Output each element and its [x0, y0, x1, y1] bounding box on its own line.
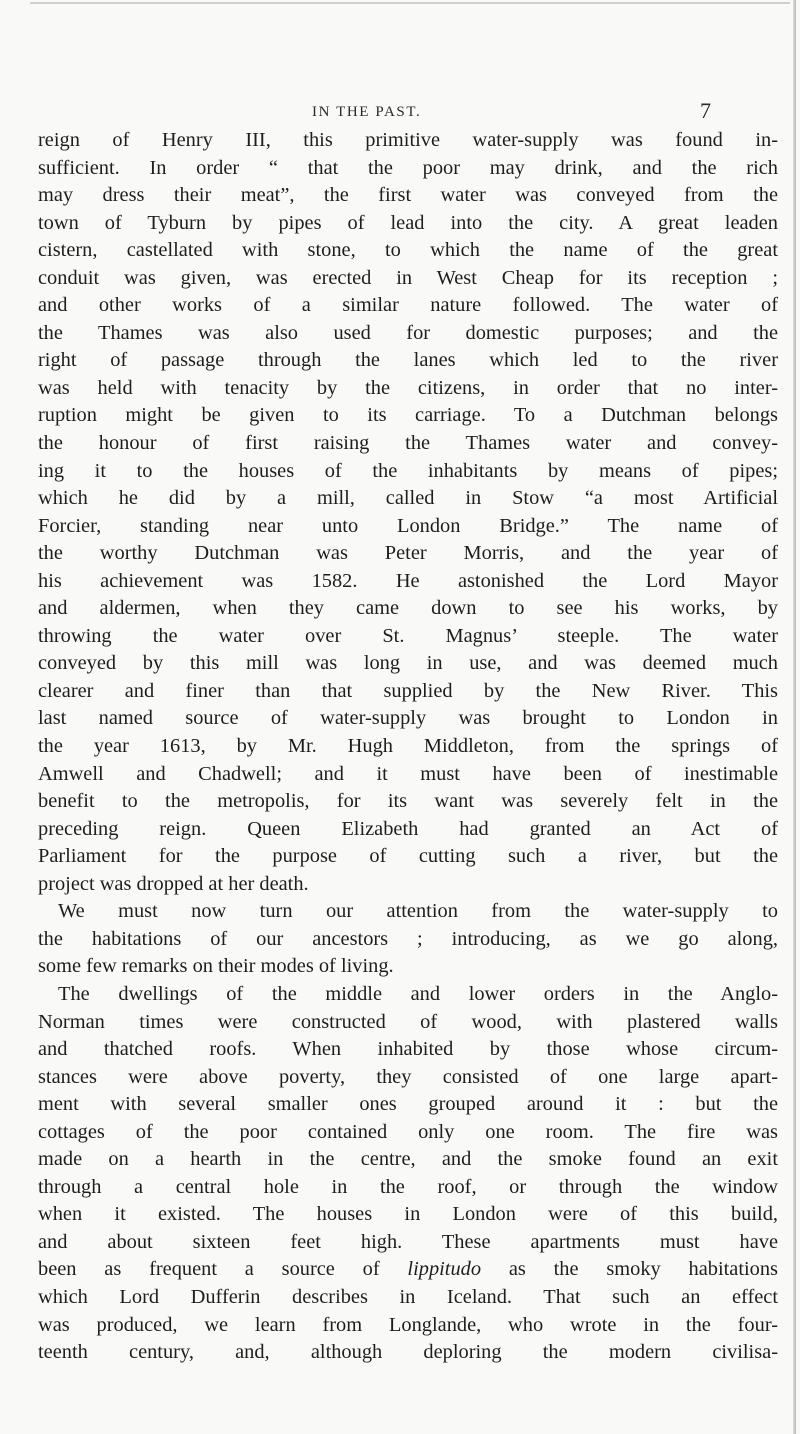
text-line: and about sixteen feet high. These apartments must have: [38, 1230, 778, 1253]
text-line: and aldermen, when they came down to see his works, by: [38, 597, 778, 620]
text-line: stances were above poverty, they consisted of one large apart-: [38, 1065, 778, 1088]
text-segment: as the smoky habitations: [481, 1258, 778, 1281]
text-line: the year 1613, by Mr. Hugh Middleton, from the springs of: [38, 735, 778, 758]
body-text: [38, 127, 778, 1367]
text-line: sufficient. In order “ that the poor may drink, and the rich: [38, 156, 778, 179]
text-line: and thatched roofs. When inhabited by those whose circum-: [38, 1038, 778, 1061]
text-line: which Lord Dufferin describes in Iceland. That such an effect: [38, 1285, 778, 1308]
running-head-title: IN THE PAST.: [312, 104, 422, 120]
text-line: town of Tyburn by pipes of lead into the city. A great leaden: [38, 211, 778, 234]
text-line: benefit to the metropolis, for its want was severely felt in the: [38, 790, 778, 813]
text-line: made on a hearth in the centre, and the smoke found an exit: [38, 1148, 778, 1171]
text-line: We must now turn our attention from the water-supply to: [58, 900, 778, 923]
text-line: right of passage through the lanes which led to the river: [38, 349, 778, 372]
text-line: the honour of first raising the Thames water and convey-: [38, 432, 778, 455]
text-line: ruption might be given to its carriage. To a Dutchman belongs: [38, 404, 778, 427]
text-line: and other works of a similar nature followed. The water of: [38, 294, 778, 317]
text-line: his achievement was 1582. He astonished the Lord Mayor: [38, 569, 778, 592]
text-line: Forcier, standing near unto London Bridge.” The name of: [38, 514, 778, 537]
text-line: Norman times were constructed of wood, with plastered walls: [38, 1010, 778, 1033]
text-line: ing it to the houses of the inhabitants by means of pipes;: [38, 459, 778, 482]
text-line: preceding reign. Queen Elizabeth had granted an Act of: [38, 817, 778, 840]
text-segment: been as frequent a source of: [38, 1258, 408, 1281]
text-line: The dwellings of the middle and lower orders in the Anglo-: [58, 982, 778, 1005]
text-line: when it existed. The houses in London were of this build,: [38, 1203, 778, 1226]
text-line: throwing the water over St. Magnus’ steeple. The water: [38, 624, 778, 647]
page-number: 7: [700, 98, 711, 123]
text-line: was produced, we learn from Longlande, who wrote in the four-: [38, 1313, 778, 1336]
text-line: which he did by a mill, called in Stow “a most Artificial: [38, 487, 778, 510]
text-line: Amwell and Chadwell; and it must have been of inestimable: [38, 762, 778, 785]
page-top-edge: [30, 2, 790, 4]
text-line: cistern, castellated with stone, to which the name of the great: [38, 239, 778, 262]
text-line: some few remarks on their modes of living.: [38, 955, 394, 978]
text-line: clearer and finer than that supplied by the New River. This: [38, 679, 778, 702]
text-line: through a central hole in the roof, or through the window: [38, 1175, 778, 1198]
text-line: project was dropped at her death.: [38, 872, 309, 895]
text-line: was held with tenacity by the citizens, in order that no inter-: [38, 376, 778, 399]
text-line-with-italic: [38, 1256, 778, 1284]
text-line: conveyed by this mill was long in use, and was deemed much: [38, 652, 778, 675]
text-line: ment with several smaller ones grouped around it : but the: [38, 1093, 778, 1116]
text-line: Parliament for the purpose of cutting such a river, but the: [38, 845, 778, 868]
text-line: the habitations of our ancestors ; introducing, as we go along,: [38, 927, 778, 950]
italic-term: lippitudo: [407, 1258, 482, 1281]
text-line: may dress their meat”, the first water was conveyed from the: [38, 184, 778, 207]
text-line: reign of Henry III, this primitive water-supply was found in-: [38, 129, 778, 151]
text-line: conduit was given, was erected in West Cheap for its reception ;: [38, 266, 778, 289]
text-line: the worthy Dutchman was Peter Morris, and the year of: [38, 542, 778, 565]
text-line: the Thames was also used for domestic purposes; and the: [38, 321, 778, 344]
page-right-edge: [793, 0, 796, 1434]
text-line: last named source of water-supply was brought to London in: [38, 707, 778, 730]
text-line: cottages of the poor contained only one room. The fire was: [38, 1120, 778, 1143]
text-line: teenth century, and, although deploring the modern civilisa-: [38, 1341, 778, 1364]
